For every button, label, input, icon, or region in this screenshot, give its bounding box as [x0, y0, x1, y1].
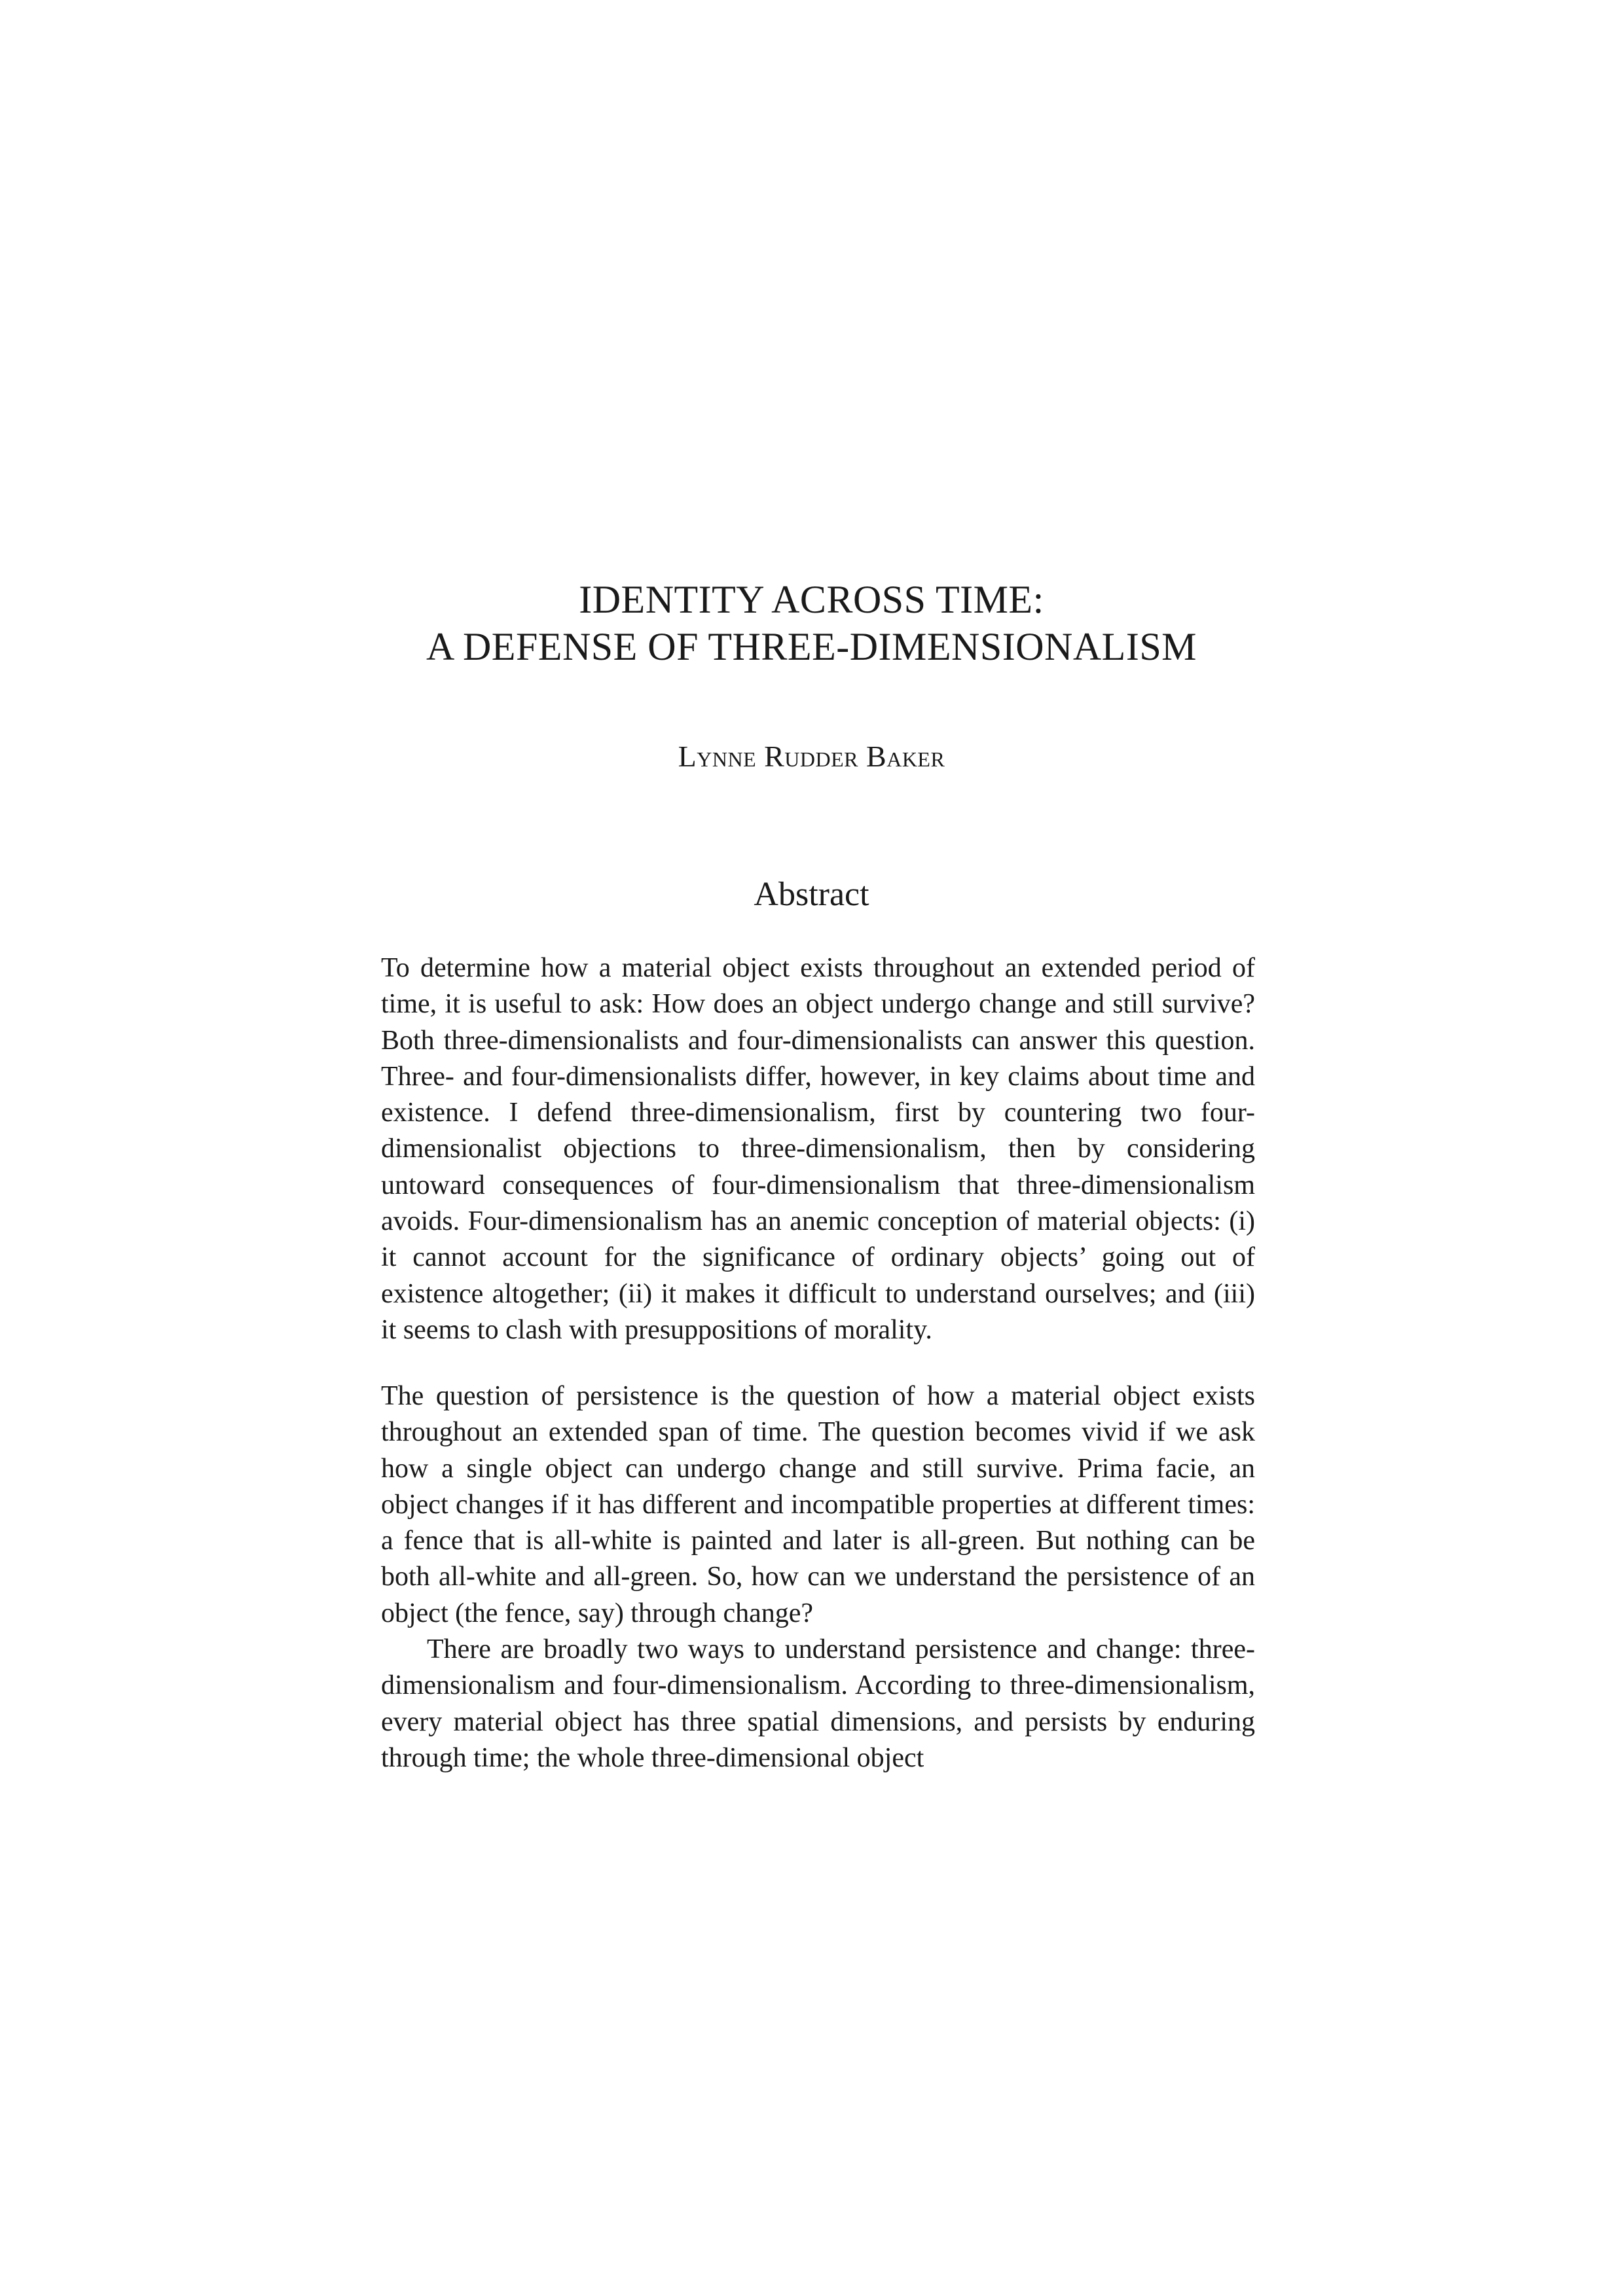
abstract-heading: Abstract	[754, 876, 869, 913]
author-name: Lynne Rudder Baker	[678, 740, 945, 773]
body-text	[381, 1378, 1255, 1776]
abstract-body	[381, 950, 1255, 1348]
body-paragraph-1: The question of persistence is the question of how a material object exists throughout an extended span of time. The question becomes vivid if we ask how a single object can undergo change and still survive. Prima facie, an object changes if it has different and incompatible properties at different times: a fence that is all-white is painted and later is all-green. But nothing can be both all-white and all-green. So, how can we understand the persistence of an object (the fence, say) through change?	[381, 1381, 1255, 1628]
body-paragraph-2: There are broadly two ways to understand persistence and change: three-dimensionalism and four-dimensionalism. According to three-dimensionalism, every material object has three spatial dimensions, and persists by enduring through time; the whole three-dimensional object	[381, 1634, 1255, 1773]
abstract-paragraph: To determine how a material object exists throughout an extended period of time, it is useful to ask: How does an object undergo change and still survive? Both three-dimensionalists and four-dimensionalists can answer this question. Three- and four-dimensionalists differ, however, in key claims about time and existence. I defend three-dimensionalism, first by countering two four-dimensionalist objections to three-dimensionalism, then by considering untoward consequences of four-dimensionalism that three-dimensionalism avoids. Four-dimensionalism has an anemic conception of material objects: (i) it cannot account for the significance of ordinary objects’ going out of existence altogether; (ii) it makes it difficult to understand ourselves; and (iii) it seems to clash with presuppositions of morality.	[381, 953, 1255, 1345]
title-line-1: IDENTITY ACROSS TIME:	[579, 578, 1044, 621]
title-line-2: A DEFENSE OF THREE-DIMENSIONALISM	[426, 625, 1197, 668]
paper-title	[0, 576, 1623, 670]
